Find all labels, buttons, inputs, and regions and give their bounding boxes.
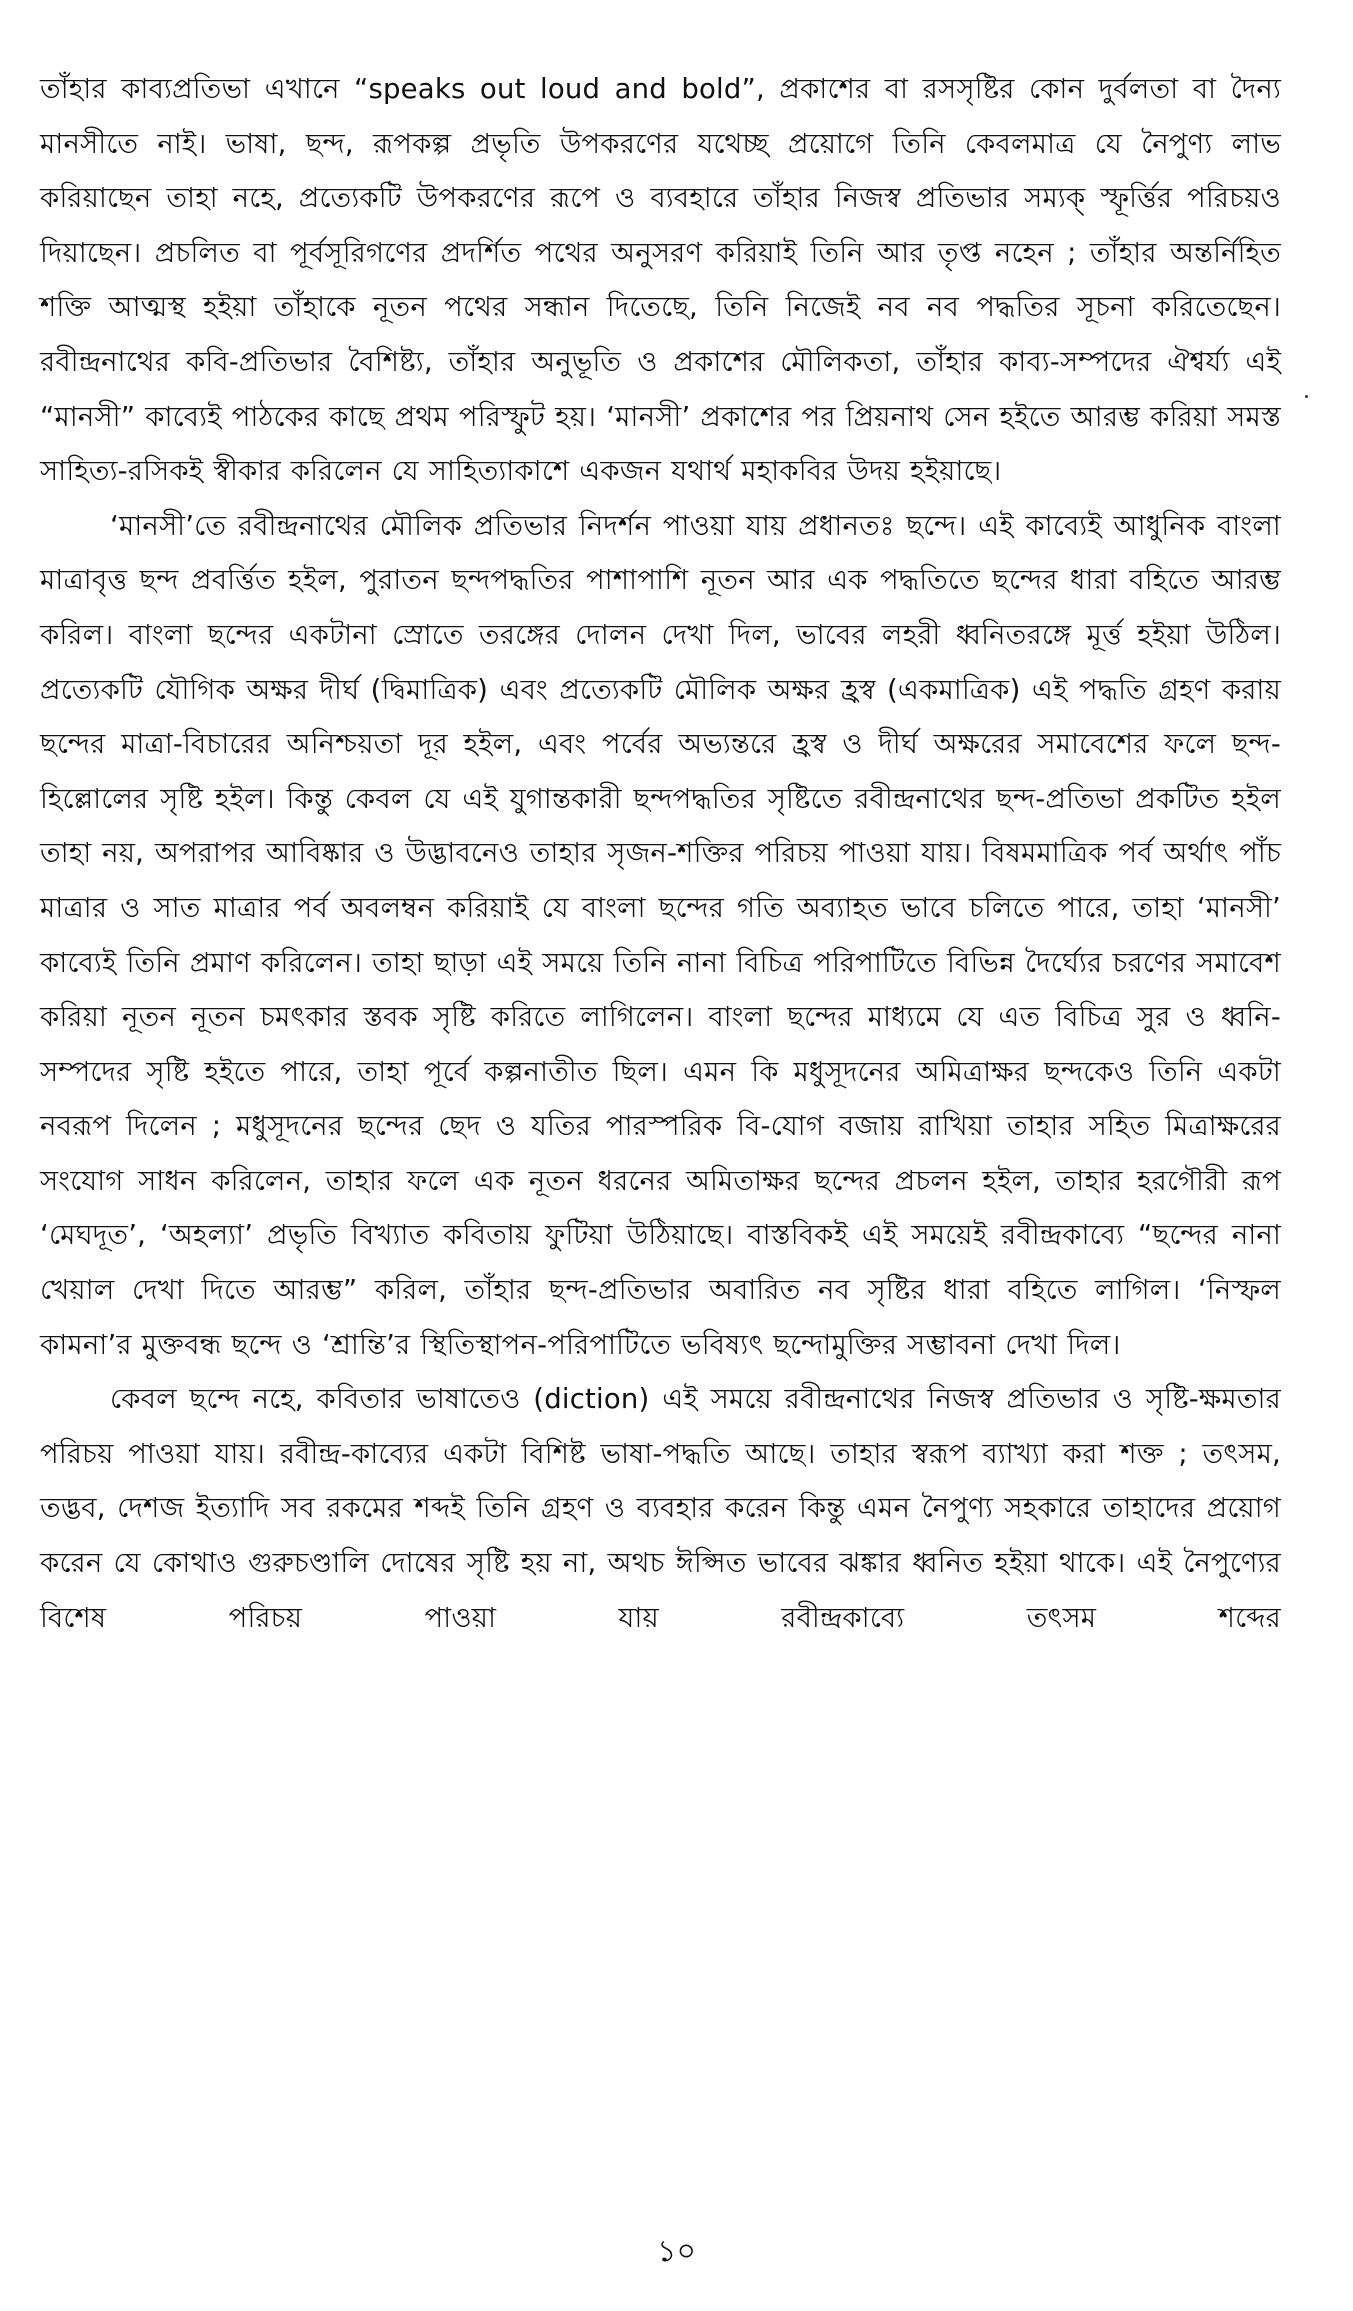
paragraph-2: ‘মানসী’তে রবীন্দ্রনাথের মৌলিক প্রতিভার নিদর্শন পাওয়া যায় প্রধানতঃ ছন্দে। এই কাব্যেই আধুনিক বাংলা মাত্রাবৃত্ত ছন্দ প্রবর্ত্তিত হইল, পুরাতন ছন্দপদ্ধতির পাশাপাশি নূতন আর এক পদ্ধতিতে ছন্দের ধারা বহিতে আরম্ভ করিল। বাংলা ছন্দের একটানা স্রোতে তরঙ্গের দোলন দেখা দিল, ভাবের লহরী ধ্বনিতরঙ্গে মূর্ত্ত হইয়া উঠিল। প্রত্যেকটি যৌগিক অক্ষর দীর্ঘ (দ্বিমাত্রিক) এবং প্রত্যেকটি মৌলিক অক্ষর হ্রস্ব (একমাত্রিক) এই পদ্ধতি গ্রহণ করায় ছন্দের মাত্রা-বিচারের অনিশ্চয়তা দূর হইল, এবং পর্বের অভ্যন্তরে হ্রস্ব ও দীর্ঘ অক্ষরের সমাবেশের ফলে ছন্দ-হিল্লোলের সৃষ্টি হইল। কিন্তু কেবল যে এই যুগান্তকারী ছন্দপদ্ধতির সৃষ্টিতে রবীন্দ্রনাথের ছন্দ-প্রতিভা প্রকটিত হইল তাহা নয়, অপরাপর আবিষ্কার ও উদ্ভাবনেও তাহার সৃজন-শক্তির পরিচয় পাওয়া যায়। বিষমমাত্রিক পর্ব অর্থাৎ পাঁচ মাত্রার ও সাত মাত্রার পর্ব অবলম্বন করিয়াই যে বাংলা ছন্দের গতি অব্যাহত ভাবে চলিতে পারে, তাহা ‘মানসী’ কাব্যেই তিনি প্রমাণ করিলেন। তাহা ছাড়া এই সময়ে তিনি নানা বিচিত্র পরিপাটিতে বিভিন্ন দৈর্ঘ্যের চরণের সমাবেশ করিয়া নূতন নূতন চমৎকার স্তবক সৃষ্টি করিতে লাগিলেন। বাংলা ছন্দের মাধ্যমে যে এত বিচিত্র সুর ও ধ্বনি-সম্পদের সৃষ্টি হইতে পারে, তাহা পূর্বে কল্পনাতীত ছিল। এমন কি মধুসূদনের অমিত্রাক্ষর ছন্দকেও তিনি একটা নবরূপ দিলেন ; মধুসূদনের ছন্দের ছেদ ও যতির পারস্পরিক বি-যোগ বজায় রাখিয়া তাহার সহিত মিত্রাক্ষরের সংযোগ সাধন করিলেন, তাহার ফলে এক নূতন ধরনের অমিতাক্ষর ছন্দের প্রচলন হইল, তাহার হরগৌরী রূপ ‘মেঘদূত’, ‘অহল্যা’ প্রভৃতি বিখ্যাত কবিতায় ফুটিয়া উঠিয়াছে। বাস্তবিকই এই সময়েই রবীন্দ্রকাব্যে “ছন্দের নানা খেয়াল দেখা দিতে আরম্ভ” করিল, তাঁহার ছন্দ-প্রতিভার অবারিত নব সৃষ্টির ধারা বহিতে লাগিল। ‘নিস্ফল কামনা’র মুক্তবন্ধ ছন্দে ও ‘শ্রান্তি’র স্থিতিস্থাপন-পরিপাটিতে ভবিষ্যৎ ছন্দোমুক্তির সম্ভাবনা দেখা দিল। — [40, 509, 1281, 1361]
paragraph-1: তাঁহার কাব্যপ্রতিভা এখানে “speaks out loud and bold”, প্রকাশের বা রসসৃষ্টির কোন দুর্বলতা বা দৈন্য মানসীতে নাই। ভাষা, ছন্দ, রূপকল্প প্রভৃতি উপকরণের যথেচ্ছ প্রয়োগে তিনি কেবলমাত্র যে নৈপুণ্য লাভ করিয়াছেন তাহা নহে, প্রত্যেকটি উপকরণের রূপে ও ব্যবহারে তাঁহার নিজস্ব প্রতিভার সম্যক্ স্ফূর্ত্তির পরিচয়ও দিয়াছেন। প্রচলিত বা পূর্বসূরিগণের প্রদর্শিত পথের অনুসরণ করিয়াই তিনি আর তৃপ্ত নহেন ; তাঁহার অন্তর্নিহিত শক্তি আত্মস্থ হইয়া তাঁহাকে নূতন পথের সন্ধান দিতেছে, তিনি নিজেই নব নব পদ্ধতির সূচনা করিতেছেন। রবীন্দ্রনাথের কবি-প্রতিভার বৈশিষ্ট্য, তাঁহার অনুভূতি ও প্রকাশের মৌলিকতা, তাঁহার কাব্য-সম্পদের ঐশ্বর্য্য এই “মানসী” কাব্যেই পাঠকের কাছে প্রথম পরিস্ফুট হয়। ‘মানসী’ প্রকাশের পর প্রিয়নাথ সেন হইতে আরম্ভ করিয়া সমস্ত সাহিত্য-রসিকই স্বীকার করিলেন যে সাহিত্যাকাশে একজন যথার্থ মহাকবির উদয় হইয়াছে। — [40, 73, 1281, 488]
paragraph-3: কেবল ছন্দে নহে, কবিতার ভাষাতেও (diction) এই সময়ে রবীন্দ্রনাথের নিজস্ব প্রতিভার ও সৃষ্টি-ক্ষমতার পরিচয় পাওয়া যায়। রবীন্দ্র-কাব্যের একটা বিশিষ্ট ভাষা-পদ্ধতি আছে। তাহার স্বরূপ ব্যাখ্যা করা শক্ত ; তৎসম, তদ্ভব, দেশজ ইত্যাদি সব রকমের শব্দই তিনি গ্রহণ ও ব্যবহার করেন কিন্তু এমন নৈপুণ্য সহকারে তাহাদের প্রয়োগ করেন যে কোথাও গুরুচণ্ডালি দোষের সৃষ্টি হয় না, অথচ ঈপ্সিত ভাবের ঝঙ্কার ধ্বনিত হইয়া থাকে। এই নৈপুণ্যের বিশেষ পরিচয় পাওয়া যায় রবীন্দ্রকাব্যে তৎসম শব্দের — [40, 1383, 1281, 1634]
print-speck — [1305, 395, 1308, 398]
page-number: ১০ — [657, 2234, 696, 2269]
body-text — [40, 62, 1281, 1645]
